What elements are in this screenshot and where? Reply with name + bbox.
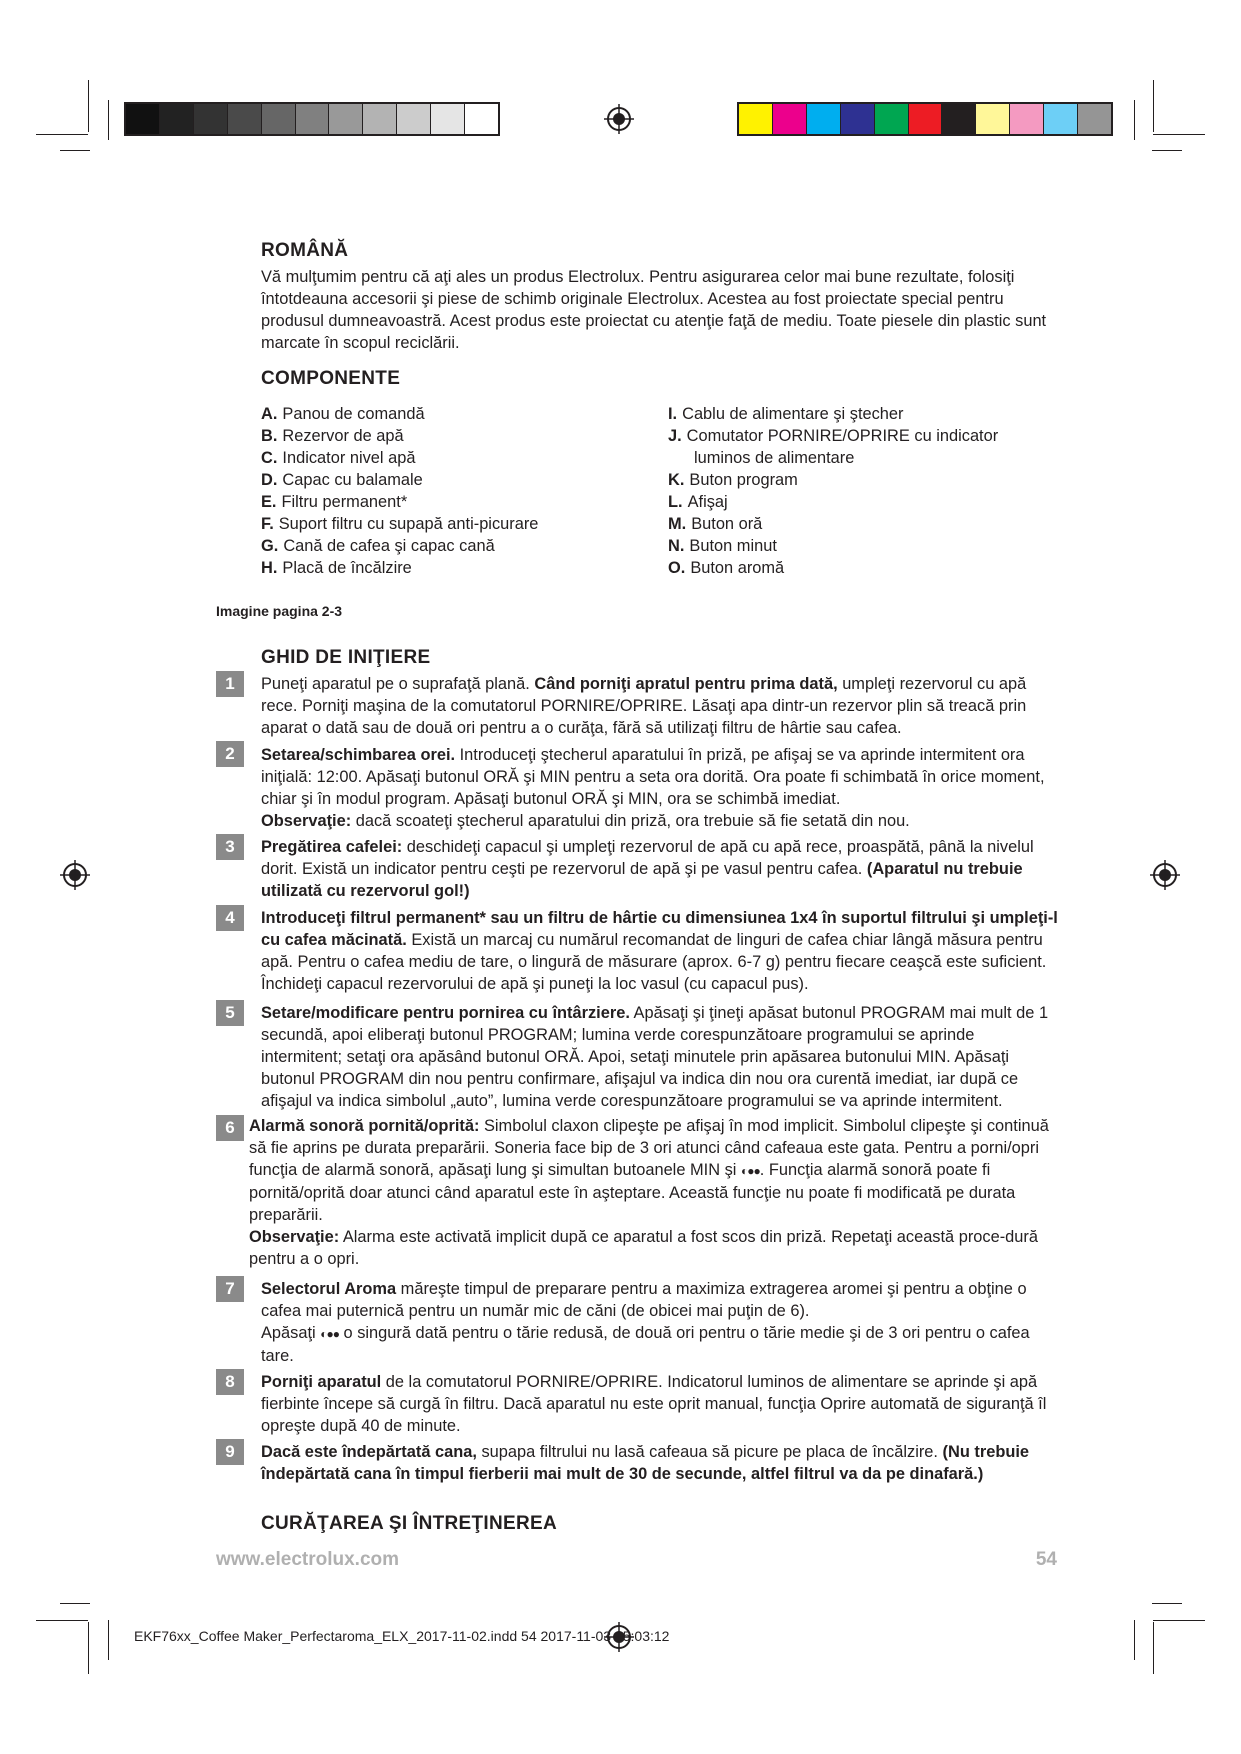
color-swatch (739, 104, 773, 134)
component-item: I. Cablu de alimentare şi ştecher (668, 405, 904, 423)
page-number: 54 (1035, 1549, 1057, 1570)
step-1-text: Puneţi aparatul pe o suprafaţă plană. Când porniţi apratul pentru prima dată, umpleţi rezervorul cu apă rece. Porniţi maşina de la comutatorul PORNIRE/OPRIRE. Lăsaţi apa dintr-un rezervor plin să treacă prin aparat o dată sau de două ori pentru a o curăţa, fără să utilizaţi filtru de hârtie sau cafea. (261, 675, 1027, 737)
aroma-dots-icon: ◐●● (320, 1326, 339, 1341)
gray-swatch (431, 104, 465, 134)
color-swatch (909, 104, 943, 134)
footer-url[interactable]: www.electrolux.com (216, 1549, 400, 1570)
gray-swatch (296, 104, 330, 134)
gray-swatch (126, 104, 160, 134)
component-item: A. Panou de comandă (261, 405, 425, 423)
components-heading: COMPONENTE (261, 368, 401, 389)
component-item: K. Buton program (668, 471, 798, 489)
components-list-right (668, 403, 1068, 579)
step-number-badge: 6 (216, 1115, 244, 1141)
component-item: D. Capac cu balamale (261, 471, 423, 489)
step-4-text: Introduceţi filtrul permanent* sau un filtru de hârtie cu dimensiunea 1x4 în suportul filtrului şi umpleţi-l cu cafea măcinată. Există un marcaj cu numărul recomandat de linguri de cafea chiar lângă măsura pentru apă. Pentru o cafea mediu de tare, o lingură de măsurare (aprox. 6-7 g) pentru fiecare ceaşcă este suficient. Închideţi capacul rezervorului de apă şi puneţi la loc vasul (cu capacul pus). (261, 909, 1058, 993)
step-number-badge: 7 (216, 1276, 244, 1302)
cleaning-heading: CURĂŢAREA ŞI ÎNTREŢINEREA (261, 1513, 558, 1534)
step-number-badge: 9 (216, 1439, 244, 1465)
gray-swatch (262, 104, 296, 134)
step-8-text: Porniţi aparatul de la comutatorul PORNIRE/OPRIRE. Indicatorul luminos de alimentare se aprinde şi apă fierbinte începe să curgă în filtru. Dacă aparatul nu este oprit manual, funcţia Oprire automată de siguranţă îl opreşte după 40 de minute. (261, 1373, 1047, 1435)
gray-swatch (329, 104, 363, 134)
gray-swatch (160, 104, 194, 134)
component-item: H. Placă de încălzire (261, 559, 412, 577)
color-swatch (976, 104, 1010, 134)
intro-paragraph: Vă mulţumim pentru că aţi ales un produs Electrolux. Pentru asigurarea celor mai bune rezultate, folosiţi întotdeauna accesorii şi piese de schimb originale Electrolux. Acestea au fost proiectate special pentru produsul dumneavoastră. Acest produs este proiectat cu atenţie faţă de mediu. Toate piesele din plastic sunt marcate în scopul reciclării. (261, 268, 1047, 352)
component-item: F. Suport filtru cu supapă anti-picurare (261, 515, 539, 533)
step-2-text: Setarea/schimbarea orei. Introduceţi ştecherul aparatului în priză, pe afişaj se va aprinde intermitent ora iniţială: 12:00. Apăsaţi butonul ORĂ şi MIN pentru a seta ora dorită. Ora poate fi schimbată în orice moment, chiar şi în modul program. Apăsaţi butonul ORĂ şi MIN, ora se schimbă imediat. Observaţie: dacă scoateţi ştecherul aparatului din priză, ora trebuie să fie setată din nou. (261, 746, 1045, 830)
registration-mark-icon (1150, 860, 1180, 890)
color-swatch (1044, 104, 1078, 134)
color-swatch (875, 104, 909, 134)
step-9-text: Dacă este îndepărtată cana, supapa filtrului nu lasă cafeaua să picure pe placa de încălzire. (Nu trebuie îndepărtată cana în timpul fierberii mai mult de 30 de secunde, altfel filtrul va da pe dinafară.) (261, 1443, 1030, 1483)
component-item: L. Afişaj (668, 493, 728, 511)
gray-swatch (194, 104, 228, 134)
color-swatch (1078, 104, 1111, 134)
aroma-dots-icon: ◐●● (740, 1163, 760, 1178)
step-number-badge: 8 (216, 1369, 244, 1395)
gray-swatch-bar (124, 102, 500, 136)
color-swatch (841, 104, 875, 134)
components-list-left (261, 403, 641, 579)
color-swatch (1010, 104, 1044, 134)
gray-swatch (465, 104, 498, 134)
color-swatch (807, 104, 841, 134)
image-reference: Imagine pagina 2-3 (216, 603, 343, 619)
component-item: G. Cană de cafea şi capac cană (261, 537, 495, 555)
step-number-badge: 5 (216, 1000, 244, 1026)
guide-heading: GHID DE INIŢIERE (261, 647, 431, 668)
gray-swatch (363, 104, 397, 134)
component-item: N. Buton minut (668, 537, 777, 555)
step-5-text: Setare/modificare pentru pornirea cu întârziere. Apăsaţi şi ţineţi apăsat butonul PROGRAM mai mult de 1 secundă, apoi eliberaţi butonul PROGRAM; lumina verde corespunzătoare programului se aprinde intermitent; setaţi ora apăsând butonul ORĂ. Apoi, setaţi minutele prin apăsarea butonului MIN. Apăsaţi butonul PROGRAM din nou pentru confirmare, afişajul va indica din nou ora curentă imediat, iar după ce afişajul va indica simbolul „auto”, lumina verde corespunzătoare programului se va aprinde intermitent. (261, 1004, 1049, 1110)
language-heading: ROMÂNĂ (261, 240, 349, 261)
step-number-badge: 3 (216, 834, 244, 860)
step-number-badge: 4 (216, 905, 244, 931)
step-3-text: Pregătirea cafelei: deschideţi capacul şi umpleţi rezervorul de apă cu apă rece, proaspătă, până la nivelul dorit. Există un indicator pentru ceşti pe rezervorul de apă şi pe vasul pentru cafea. (Aparatul nu trebuie utilizată cu rezervorul gol!) (261, 838, 1034, 900)
component-item: C. Indicator nivel apă (261, 449, 416, 467)
registration-mark-icon (60, 860, 90, 890)
color-swatch-bar (737, 102, 1113, 136)
gray-swatch (228, 104, 262, 134)
step-6-text: Alarmă sonoră pornită/oprită: Simbolul claxon clipeşte pe afişaj în mod implicit. Simbolul clipeşte şi continuă să fie aprins pe durata preparării. Soneria face bip de 3 ori atunci când cafeaua este gata. Pentru a porni/opri funcţia de alarmă sonoră, apăsaţi lung şi simultan butoanele MIN şi ◐●●. Funcţia alarmă sonoră poate fi pornită/oprită doar atunci când aparatul este în aşteptare. Această funcţie nu poate fi modificată pe durata preparării. Observaţie: Alarma este activată implicit după ce aparatul a fost scos din priză. Repetaţi această proce-dură pentru a o opri. (249, 1117, 1049, 1268)
step-7-text: Selectorul Aroma măreşte timpul de preparare pentru a maximiza extragerea aromei şi pentru a obţine o cafea mai puternică pentru un număr mic de căni (de obicei mai puţin de 6). Apăsaţi ◐●● o singură dată pentru o tărie redusă, de două ori pentru o tărie medie şi de 3 ori pentru o cafea tare. (261, 1280, 1030, 1365)
registration-mark-icon (604, 104, 634, 134)
step-number-badge: 2 (216, 741, 244, 767)
component-item: B. Rezervor de apă (261, 427, 404, 445)
component-item: J. Comutator PORNIRE/OPRIRE cu indicator luminos de alimentare (668, 427, 999, 467)
component-item: O. Buton aromă (668, 559, 785, 577)
color-swatch (942, 104, 976, 134)
component-item: E. Filtru permanent* (261, 493, 408, 511)
step-number-badge: 1 (216, 671, 244, 697)
print-slug: EKF76xx_Coffee Maker_Perfectaroma_ELX_2017-11-02.indd 54 2017-11-03 15:03:12 (134, 1628, 670, 1644)
component-item: M. Buton oră (668, 515, 763, 533)
color-swatch (773, 104, 807, 134)
gray-swatch (397, 104, 431, 134)
